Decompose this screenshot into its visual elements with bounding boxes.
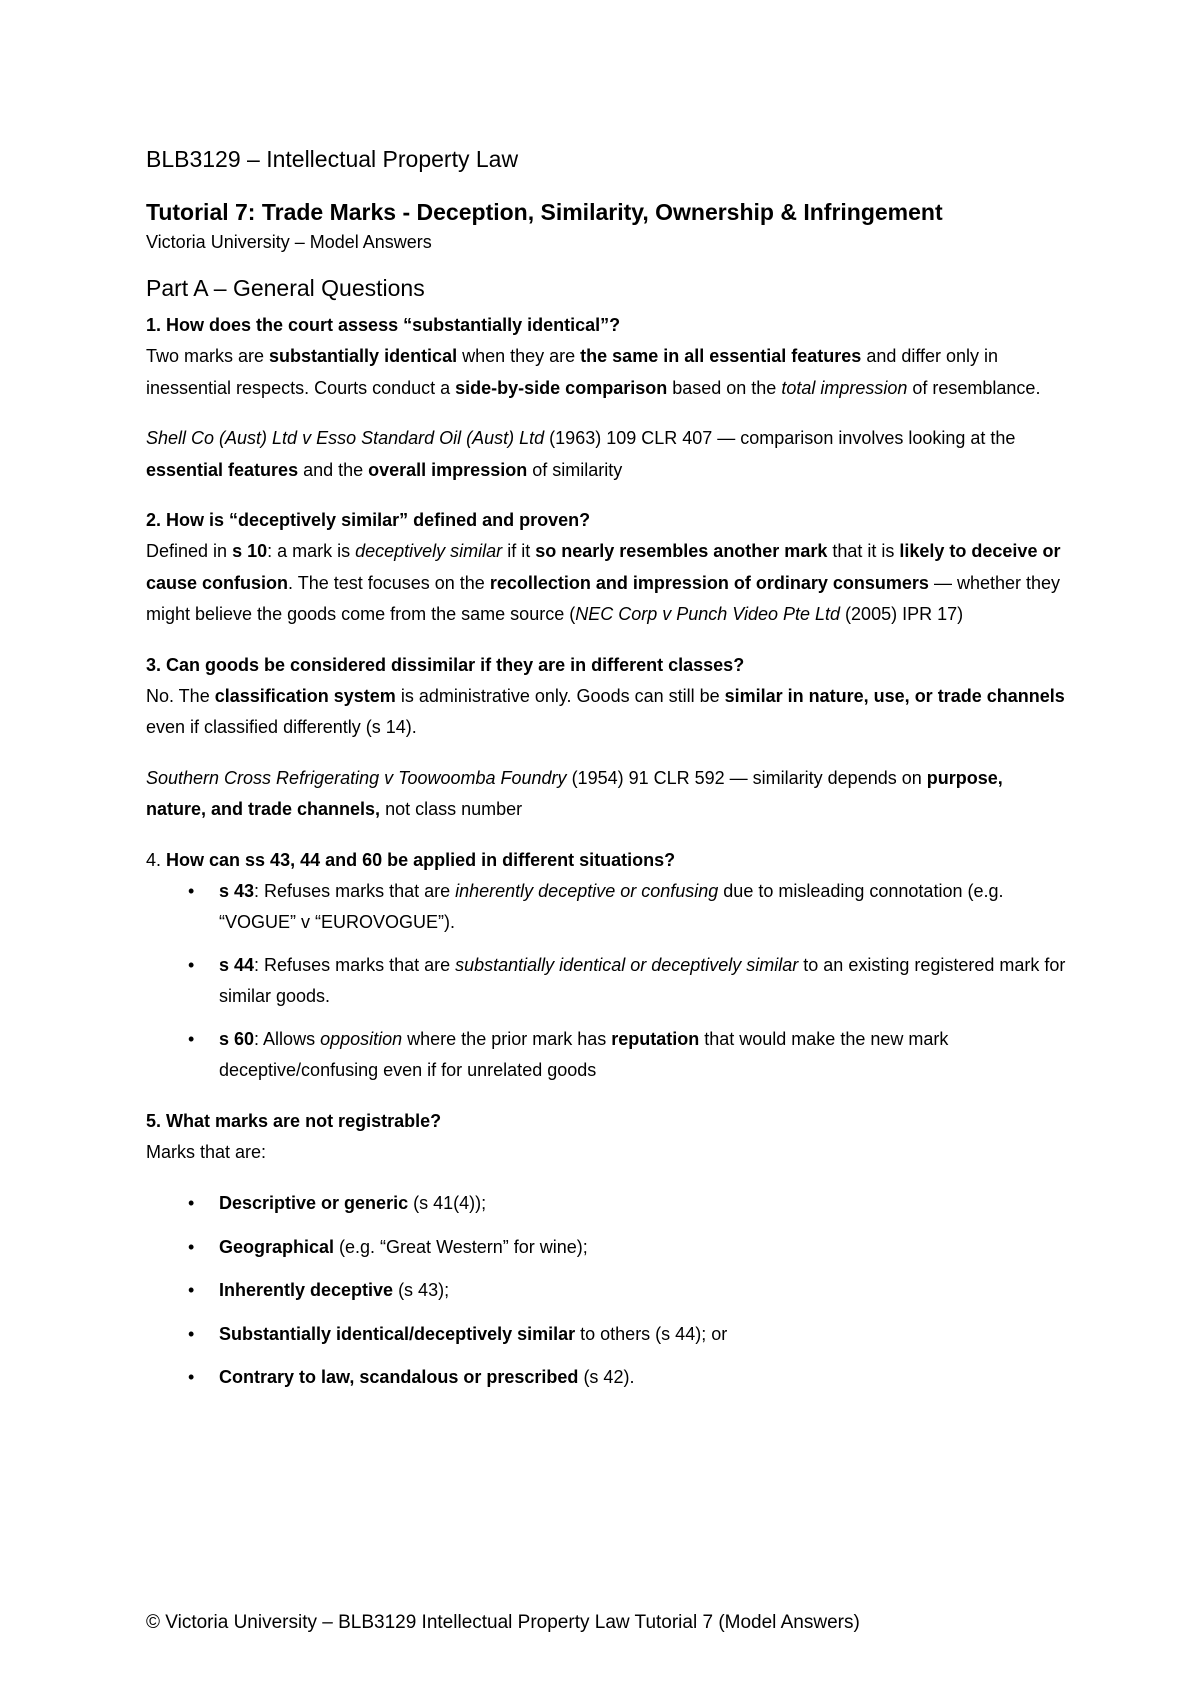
non-registrable-list [146, 1188, 1066, 1394]
document-page [146, 146, 1066, 1406]
list-item: • Geographical (e.g. “Great Western” for wine); [146, 1232, 1066, 1264]
list-item-s60: • s 60: Allows opposition where the prior mark has reputation that would make the new mark deceptive/confusing even if for unrelated goods [146, 1024, 1066, 1087]
question-4: 4. How can ss 43, 44 and 60 be applied in different situations? [146, 849, 676, 870]
course-title: BLB3129 – Intellectual Property Law [146, 146, 519, 172]
answer-3-paragraph: No. The classification system is administrative only. Goods can still be similar in nature, use, or trade channels even if classified differently (s 14). [146, 685, 1065, 737]
page-footer: © Victoria University – BLB3129 Intellectual Property Law Tutorial 7 (Model Answers) [146, 1612, 860, 1633]
question-5: 5. What marks are not registrable? [146, 1110, 442, 1131]
answer-1-paragraph: Two marks are substantially identical when they are the same in all essential features and differ only in inessential respects. Courts conduct a side-by-side comparison based on the total impression of resemblance. [146, 346, 1041, 398]
question-2: 2. How is “deceptively similar” defined and proven? [146, 510, 591, 530]
answer-2-paragraph: Defined in s 10: a mark is deceptively similar if it so nearly resembles another mark that it is likely to deceive or cause confusion. The test focuses on the recollection and impression of ordinary consumers — whether they might believe the goods come from the same source (NEC Corp v Punch Video Pte Ltd (2005) IPR 17) [146, 541, 1061, 624]
answer-5-intro: Marks that are: [146, 1141, 267, 1162]
question-1: 1. How does the court assess “substantially identical”? [146, 315, 621, 335]
list-item: • Descriptive or generic (s 41(4)); [146, 1188, 1066, 1220]
list-item: • Contrary to law, scandalous or prescribed (s 42). [146, 1362, 1066, 1394]
question-3: 3. Can goods be considered dissimilar if they are in different classes? [146, 654, 745, 675]
tutorial-title: Tutorial 7: Trade Marks - Deception, Similarity, Ownership & Infringement [146, 199, 943, 225]
answer-1-case-note: Shell Co (Aust) Ltd v Esso Standard Oil (Aust) Ltd (1963) 109 CLR 407 — comparison involves looking at the essential features and the overall impression of similarity [146, 428, 1016, 480]
list-item: • Substantially identical/deceptively similar to others (s 44); or [146, 1319, 1066, 1351]
list-item: • Inherently deceptive (s 43); [146, 1275, 1066, 1307]
list-item-s44: • s 44: Refuses marks that are substantially identical or deceptively similar to an existing registered mark for similar goods. [146, 950, 1066, 1013]
document-subtitle: Victoria University – Model Answers [146, 232, 432, 252]
answer-3-case-note: Southern Cross Refrigerating v Toowoomba Foundry (1954) 91 CLR 592 — similarity depends on purpose, nature, and trade channels, not class number [146, 767, 1003, 819]
part-a-heading: Part A – General Questions [146, 275, 425, 301]
section-list [146, 876, 1066, 1087]
list-item-s43: • s 43: Refuses marks that are inherently deceptive or confusing due to misleading connotation (e.g. “VOGUE” v “EUROVOGUE”). [146, 876, 1066, 939]
